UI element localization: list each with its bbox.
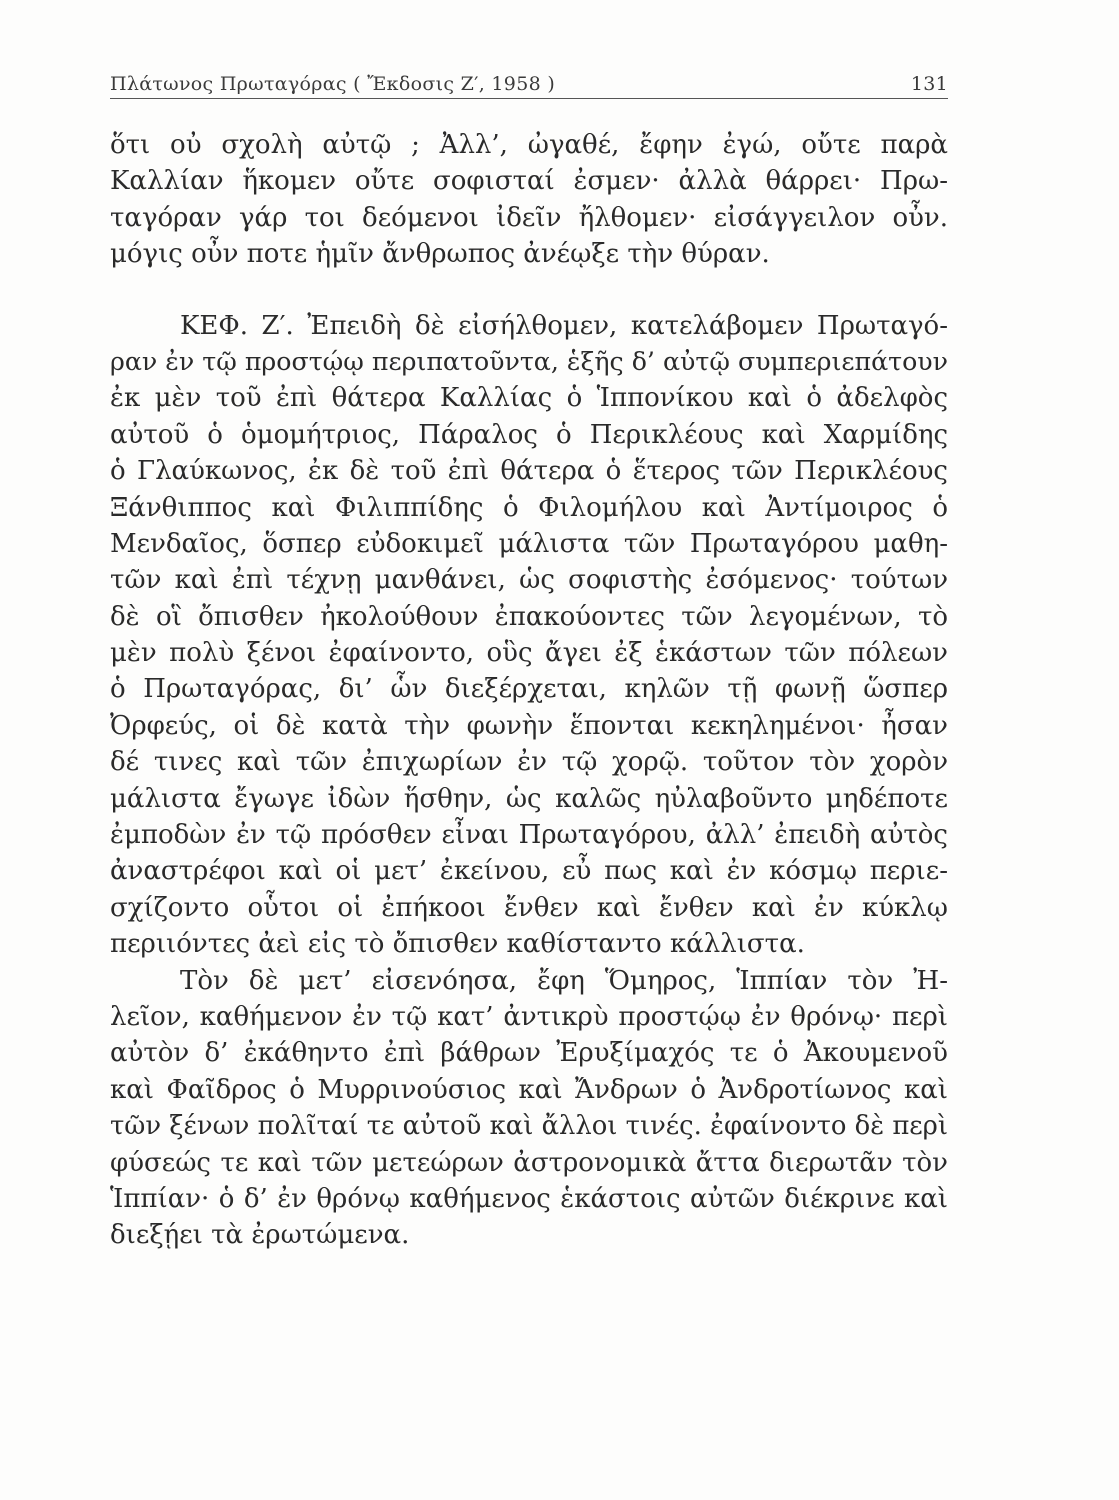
text-line: τῶν ξένων πολῖταί τε αὐτοῦ καὶ ἄλλοι τινές. ἐφαίνοντο δὲ περὶ <box>110 1111 948 1142</box>
paragraph-spacer <box>110 273 948 308</box>
text-line: Ἱππίαν· ὁ δ’ ἐν θρόνῳ καθήμενος ἑκάστοις αὐτῶν διέκρινε καὶ <box>110 1183 948 1214</box>
text-line: λεῖον, καθήμενον ἐν τῷ κατ’ ἀντικρὺ προστῴῳ ἐν θρόνῳ· περὶ <box>110 1001 948 1032</box>
text-line: σχίζοντο οὗτοι οἱ ἐπήκοοι ἔνθεν καὶ ἔνθεν καὶ ἐν κύκλῳ <box>110 892 948 923</box>
text-line: καὶ Φαῖδρος ὁ Μυρρινούσιος καὶ Ἄνδρων ὁ Ἀνδροτίωνος καὶ <box>110 1074 948 1105</box>
body-text <box>110 127 948 1254</box>
text-line: ὁ Γλαύκωνος, ἐκ δὲ τοῦ ἐπὶ θάτερα ὁ ἕτερος τῶν Περικλέους <box>110 456 948 487</box>
text-line: ἐκ μὲν τοῦ ἐπὶ θάτερα Καλλίας ὁ Ἱππονίκου καὶ ὁ ἀδελφὸς <box>110 383 948 414</box>
text-line: ἀναστρέφοι καὶ οἱ μετ’ ἐκείνου, εὖ πως καὶ ἐν κόσμῳ περιε- <box>110 856 948 887</box>
text-line: Ξάνθιππος καὶ Φιλιππίδης ὁ Φιλομήλου καὶ Ἀντίμοιρος ὁ <box>110 492 948 523</box>
text-line: Μενδαῖος, ὅσπερ εὐδοκιμεῖ μάλιστα τῶν Πρωταγόρου μαθη- <box>110 528 948 559</box>
text-line: αὐτὸν δ’ ἐκάθηντο ἐπὶ βάθρων Ἐρυξίμαχός τε ὁ Ἀκουμενοῦ <box>110 1038 948 1069</box>
paragraph-1 <box>110 127 948 273</box>
text-line: δέ τινες καὶ τῶν ἐπιχωρίων ἐν τῷ χορῷ. τοῦτον τὸν χορὸν <box>110 747 948 778</box>
text-line: τῶν καὶ ἐπὶ τέχνῃ μανθάνει, ὡς σοφιστὴς ἐσόμενος· τούτων <box>110 565 948 596</box>
text-line: ὅτι οὐ σχολὴ αὐτῷ ; Ἀλλ’, ὠγαθέ, ἔφην ἐγώ, οὔτε παρὰ <box>110 130 948 160</box>
text-line: αὐτοῦ ὁ ὁμομήτριος, Πάραλος ὁ Περικλέους καὶ Χαρμίδης <box>110 419 948 450</box>
text-line: Ὀρφεύς, οἱ δὲ κατὰ τὴν φωνὴν ἕπονται κεκηλημένοι· ἦσαν <box>110 710 948 741</box>
paragraph-2 <box>110 308 948 963</box>
text-line: ΚΕΦ. Ζ′. Ἐπειδὴ δὲ εἰσήλθομεν, κατελάβομεν Πρωταγό- <box>180 310 948 341</box>
page-number: 131 <box>910 73 948 95</box>
text-line: μόγις οὖν ποτε ἡμῖν ἄνθρωπος ἀνέῳξε τὴν θύραν. <box>110 239 770 270</box>
text-line: φύσεώς τε καὶ τῶν μετεώρων ἀστρονομικὰ ἄττα διερωτᾶν τὸν <box>110 1147 948 1178</box>
text-line: ταγόραν γάρ τοι δεόμενοι ἰδεῖν ἤλθομεν· εἰσάγγειλον οὖν. <box>110 202 948 233</box>
text-line: Τὸν δὲ μετ’ εἰσενόησα, ἔφη Ὅμηρος, Ἱππίαν τὸν Ἠ- <box>180 965 948 996</box>
text-line: ὁ Πρωταγόρας, δι’ ὧν διεξέρχεται, κηλῶν τῇ φωνῇ ὥσπερ <box>110 674 948 705</box>
paragraph-3 <box>110 963 948 1254</box>
text-line: διεξῄει τὰ ἐρωτώμενα. <box>110 1220 410 1251</box>
running-title: Πλάτωνος Πρωταγόρας ( Ἔκδοσις Ζ′, 1958 ) <box>110 73 556 95</box>
text-line: ραν ἐν τῷ προστῴῳ περιπατοῦντα, ἑξῆς δ’ αὐτῷ συμπεριεπάτουν <box>110 346 948 376</box>
text-line: Καλλίαν ἥκομεν οὔτε σοφισταί ἐσμεν· ἀλλὰ θάρρει· Πρω- <box>110 166 948 197</box>
text-line: δὲ οἳ ὄπισθεν ἠκολούθουν ἐπακούοντες τῶν λεγομένων, τὸ <box>110 601 948 632</box>
text-line: μὲν πολὺ ξένοι ἐφαίνοντο, οὓς ἄγει ἐξ ἑκάστων τῶν πόλεων <box>110 638 948 669</box>
text-line: περιιόντες ἀεὶ εἰς τὸ ὄπισθεν καθίσταντο κάλλιστα. <box>110 929 805 960</box>
page-header <box>110 68 948 99</box>
text-line: ἐμποδὼν ἐν τῷ πρόσθεν εἶναι Πρωταγόρου, ἀλλ’ ἐπειδὴ αὐτὸς <box>110 820 948 851</box>
text-line: μάλιστα ἔγωγε ἰδὼν ἥσθην, ὡς καλῶς ηὐλαβοῦντο μηδέποτε <box>110 783 948 814</box>
